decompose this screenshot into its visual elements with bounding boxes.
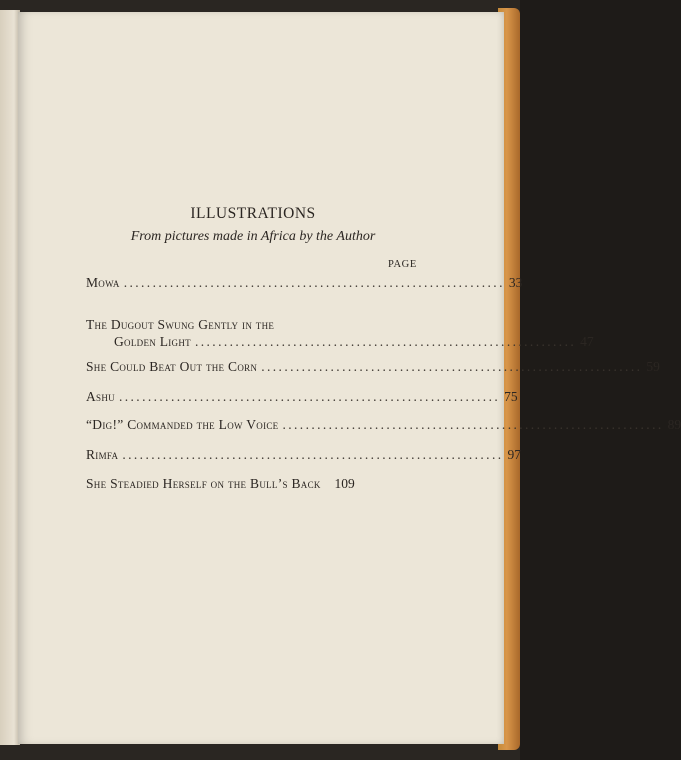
book-page: [18, 12, 681, 744]
entry-title: “Dig!” Commanded the Low Voice: [86, 417, 279, 432]
leader-dots: ..................................................................: [123, 275, 505, 290]
leader-dots: ..................................................................: [261, 359, 643, 374]
entry-page: 89: [667, 417, 681, 432]
page-heading: ILLUSTRATIONS: [190, 205, 316, 222]
entry-page: 33: [508, 275, 523, 290]
list-item: [86, 274, 523, 291]
entry-title: Rimfa: [86, 447, 119, 462]
entry-title: Mowa: [86, 275, 120, 290]
entry-page: 59: [646, 359, 660, 374]
entry-title: She Could Beat Out the Corn: [86, 359, 258, 374]
entry-title: She Steadied Herself on the Bull’s Back: [86, 476, 321, 491]
list-item: [86, 316, 594, 350]
leader-dots: ..................................................................: [194, 334, 577, 349]
left-page-edge: [0, 10, 20, 745]
page-subheading: From pictures made in Africa by the Author: [130, 229, 376, 244]
page-column-label: PAGE: [388, 259, 417, 270]
list-item: [86, 358, 660, 375]
leader-dots: ..................................................................: [282, 417, 664, 432]
entry-page: 47: [580, 334, 594, 349]
entry-page: 75: [504, 389, 518, 404]
entry-title: The Dugout Swung Gently in the: [86, 317, 275, 332]
leader-dots: ..................................................................: [118, 389, 501, 404]
list-item: [86, 446, 521, 463]
list-item: [86, 416, 681, 433]
entry-page: 97: [507, 447, 521, 462]
list-item: [86, 388, 518, 405]
entry-page: 109: [334, 476, 355, 491]
leader-dots: ..................................................................: [122, 447, 504, 462]
list-item: [86, 475, 426, 492]
entry-title: Ashu: [86, 389, 115, 404]
entry-title-continued: Golden Light: [114, 334, 191, 349]
